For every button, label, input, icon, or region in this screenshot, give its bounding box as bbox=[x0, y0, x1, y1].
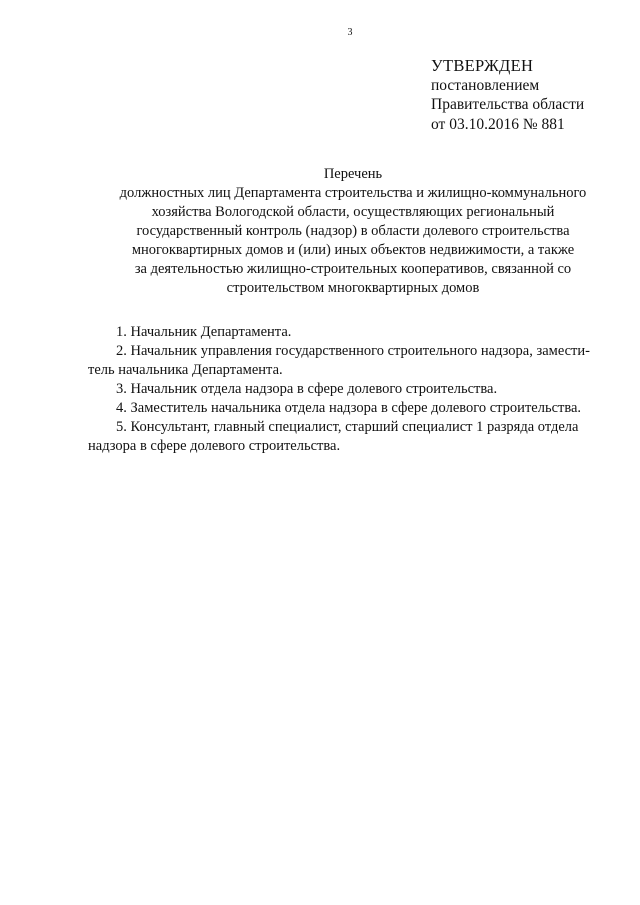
approval-line-3: от 03.10.2016 № 881 bbox=[431, 115, 565, 133]
list-item-continuation: надзора в сфере долевого строительства. bbox=[88, 438, 341, 454]
document-heading bbox=[88, 165, 618, 298]
list-item-text: 4. Заместитель начальника отдела надзора в сфере долевого строительства. bbox=[116, 400, 582, 416]
heading-line: хозяйства Вологодской области, осуществляющих региональный bbox=[151, 204, 555, 220]
approval-line-2: Правительства области bbox=[431, 96, 585, 113]
list-item bbox=[88, 399, 618, 418]
page-number: 3 bbox=[347, 27, 353, 38]
list-item bbox=[88, 418, 618, 456]
heading-title: Перечень bbox=[323, 166, 383, 182]
positions-list bbox=[88, 323, 618, 456]
list-item-text: 2. Начальник управления государственного строительного надзора, замести- bbox=[116, 343, 590, 359]
list-item-text: 3. Начальник отдела надзора в сфере долевого строительства. bbox=[116, 381, 498, 397]
heading-line: должностных лиц Департамента строительства и жилищно-коммунального bbox=[119, 185, 587, 201]
heading-line: многоквартирных домов и (или) иных объектов недвижимости, а также bbox=[131, 242, 575, 258]
approval-stamp: УТВЕРЖДЕН bbox=[431, 56, 534, 75]
heading-line: государственный контроль (надзор) в области долевого строительства bbox=[136, 223, 570, 239]
list-item-text: 5. Консультант, главный специалист, старший специалист 1 разряда отдела bbox=[116, 419, 579, 435]
list-item bbox=[88, 323, 618, 342]
heading-line: за деятельностью жилищно-строительных кооперативов, связанной со bbox=[134, 261, 572, 277]
list-item-text: 1. Начальник Департамента. bbox=[116, 324, 292, 340]
approval-line-1: постановлением bbox=[431, 76, 540, 94]
heading-line: строительством многоквартирных домов bbox=[226, 280, 480, 296]
approval-block bbox=[431, 56, 631, 134]
list-item bbox=[88, 342, 618, 380]
list-item bbox=[88, 380, 618, 399]
list-item-continuation: тель начальника Департамента. bbox=[88, 362, 283, 378]
